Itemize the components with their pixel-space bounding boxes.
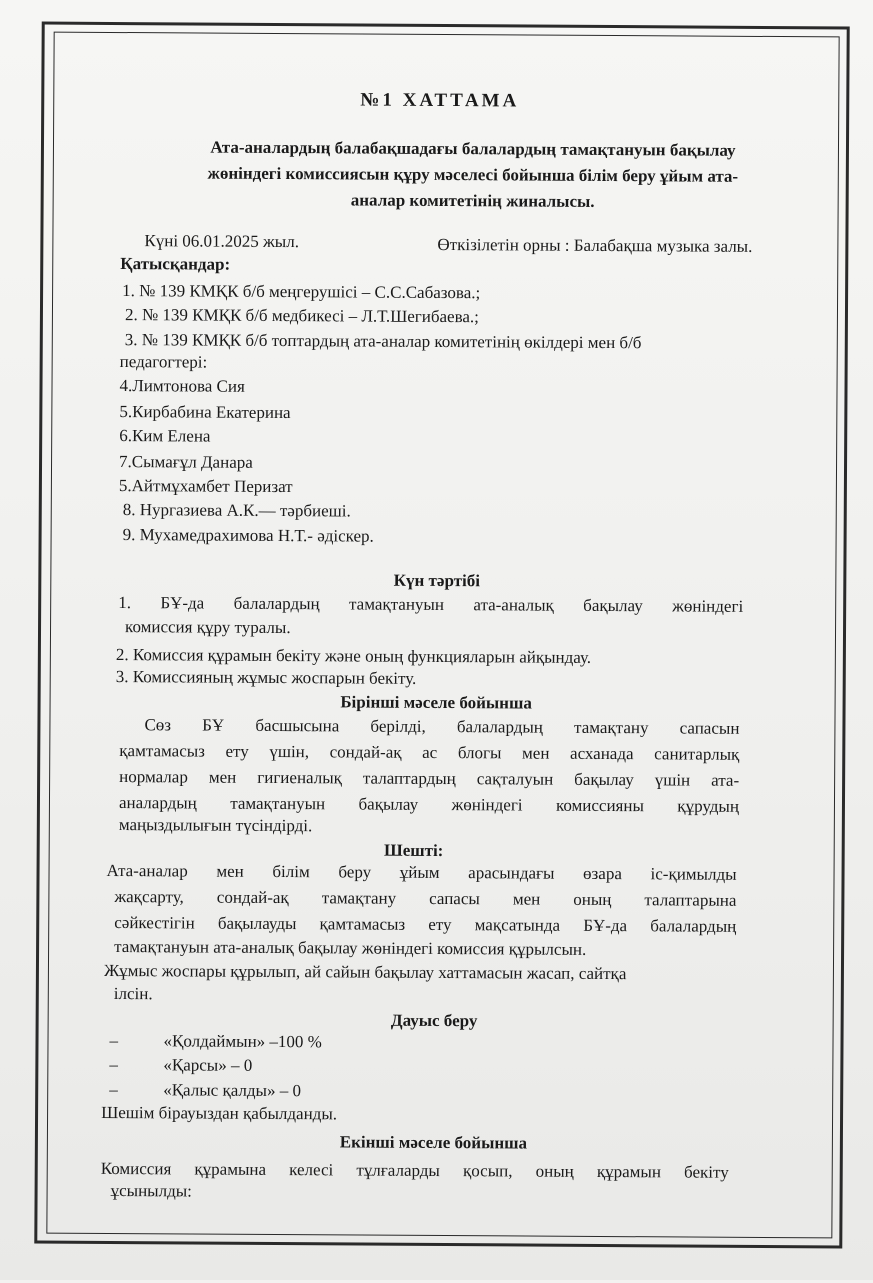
agenda-item: 3. Комиссияның жұмыс жоспарын бекіту. xyxy=(115,667,417,688)
decision-line: Жұмыс жоспары құрылып, ай сайын бақылау хаттамасын жасап, сайтқа xyxy=(103,960,627,984)
vote-heading: Дауыс беру xyxy=(390,1010,478,1031)
participant-item: педагогтері: xyxy=(119,352,208,372)
vote-dash: – xyxy=(109,1054,118,1075)
first-issue-line: қамтамасыз ету үшін, сондай-ақ ас блогы мен асханада санитарлық xyxy=(119,741,740,764)
second-issue-line: Комиссия құрамына келесі тұлғаларды қосып, оның құрамын бекіту xyxy=(100,1158,729,1182)
participant-item: 7.Сымағұл Данара xyxy=(119,452,253,472)
first-issue-line: нормалар мен гигиеналық талаптардың сақталуын бақылау үшін ата- xyxy=(119,767,740,790)
vote-item: «Қалыс қалды» – 0 xyxy=(163,1080,302,1101)
participant-item: 5.Айтмұхамбет Перизат xyxy=(118,476,293,497)
second-issue-line: ұсынылды: xyxy=(110,1180,192,1201)
meeting-date: Күні 06.01.2025 жыл. xyxy=(144,231,300,252)
agenda-item: 2. Комиссия құрамын бекіту және оның функцияларын айқындау. xyxy=(115,645,592,667)
first-issue-line: Сөз БҰ басшысына берілді, балалардың тамақтану сапасын xyxy=(144,715,740,738)
decision-line: Ата-аналар мен білім беру ұйым арасындағы өзара іс-қимылды xyxy=(106,860,737,884)
participants-heading: Қатысқандар: xyxy=(120,254,231,274)
participant-item: 2. № 139 КМҚК б/б медбикесі – Л.Т.Шегибаева.; xyxy=(124,305,480,327)
agenda-heading: Күн тәртібі xyxy=(393,570,481,591)
decision-line: жақсарту, сондай-ақ тамақтану сапасы мен оның талаптарына xyxy=(114,887,737,910)
second-issue-heading: Екінші мәселе бойынша xyxy=(339,1132,528,1153)
participant-item: 9. Мухамедрахимова Н.Т.- әдіскер. xyxy=(122,525,374,546)
document-title: №1 ХАТТАМА xyxy=(360,89,520,112)
vote-dash: – xyxy=(109,1030,119,1051)
decision-line: ілсін. xyxy=(113,984,153,1004)
first-issue-line: аналардың тамақтануын бақылау жөніндегі комиссияны құрудың xyxy=(118,793,740,816)
first-issue-heading: Бірінші мәселе бойынша xyxy=(340,692,532,713)
decision-line: сәйкестігін бақылауды қамтамасыз ету мақсатында БҰ-да балалардың xyxy=(114,913,737,936)
decision-line: тамақтануын ата-аналық бақылау жөніндегі комиссия құрылсын. xyxy=(114,937,587,959)
decision-heading: Шешті: xyxy=(384,840,444,861)
vote-item: «Қолдаймын» –100 % xyxy=(163,1031,322,1052)
vote-result: Шешім бірауыздан қабылданды. xyxy=(101,1102,338,1124)
participant-item: 6.Ким Елена xyxy=(119,426,211,446)
participant-item: 8. Нургазиева А.К.— тәрбиеші. xyxy=(122,500,351,521)
participant-item: 4.Лимтонова Сия xyxy=(119,376,245,396)
agenda-item: комиссия құру туралы. xyxy=(125,617,291,638)
vote-dash: – xyxy=(109,1079,118,1100)
subtitle-line-2: жөніндегі комиссиясын құру мәселесі бойынша білім беру ұйым ата- xyxy=(207,163,739,186)
subtitle-line-1: Ата-аналардың балабақшадағы балалардың тамақтануын бақылау xyxy=(210,137,736,160)
meeting-place: Өткізілетін орны : Балабақша музыка залы. xyxy=(437,234,753,256)
vote-item: «Қарсы» – 0 xyxy=(163,1055,253,1075)
first-issue-line: маңыздылығын түсіндірді. xyxy=(118,815,313,836)
participant-item: 5.Кирбабина Екатерина xyxy=(119,402,291,423)
participant-item: 3. № 139 КМҚК б/б топтардың ата-аналар комитетінің өкілдері мен б/б xyxy=(124,330,642,353)
agenda-item: 1. БҰ-да балалардың тамақтануын ата-аналық бақылау жөніндегі xyxy=(118,593,744,616)
participant-item: 1. № 139 КМҚК б/б меңгерушісі – С.С.Сабазова.; xyxy=(122,281,481,303)
subtitle-line-3: аналар комитетінің жиналысы. xyxy=(350,190,595,211)
